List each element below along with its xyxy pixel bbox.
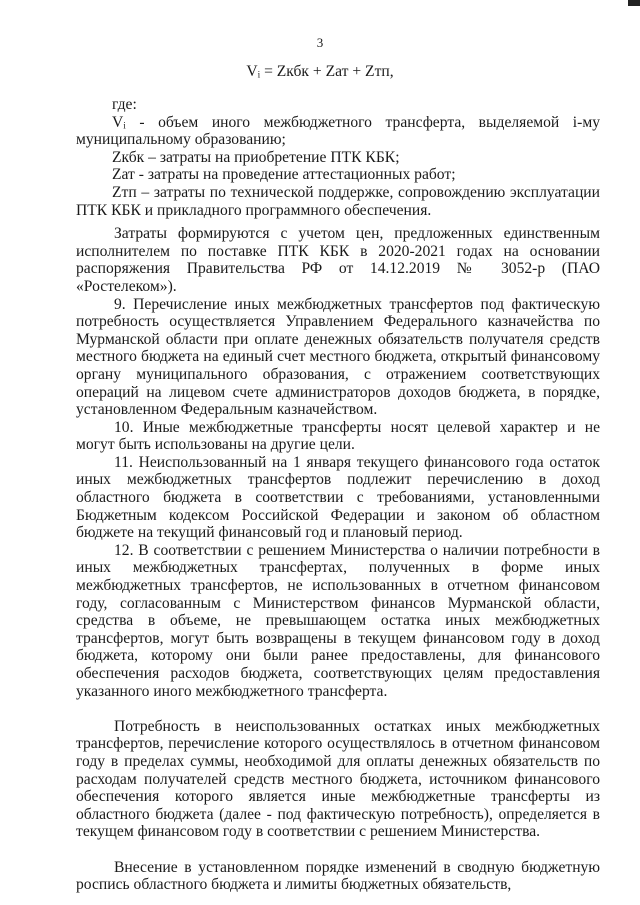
paragraph-11: 11. Неиспользованный на 1 января текущего финансового года остаток иных межбюджетных трансфертов подлежит перечислению в доход областного бюджета в соответствии с требованиями, установленными Бюджетным кодексом Российской Федерации и законом об областном бюджете на текущий финансовый год и плановый период.: [76, 453, 600, 542]
paragraph-where: где:: [112, 96, 137, 113]
paragraph-12: 12. В соответствии с решением Министерства о наличии потребности в иных межбюджетных трансфертах, полученных в форме иных межбюджетных трансфертов, не использованных в отчетном финансовом году, согласованным с Министерством финансов Мурманской области, средства в объеме, не превышающем остатка иных межбюджетных трансфертов, могут быть возвращены в текущем финансовом году в доход бюджета, которому они были ранее предоставлены, для финансового обеспечения расходов бюджета, соответствующих целям предоставления указанного иного межбюджетного трансферта.: [76, 541, 600, 700]
paragraph-need: Потребность в неиспользованных остатках иных межбюджетных трансфертов, перечисление которого осуществлялось в отчетном финансовом году в пределах суммы, необходимой для оплаты денежных обязательств по расходам получателей средств местного бюджета, источником финансового обеспечения которого является иные межбюджетные трансферты из областного бюджета (далее - под фактическую потребность), определяется в текущем финансовом году в соответствии с решением Министерства.: [76, 717, 600, 841]
paragraph-ztp-definition: Zтп – затраты по технической поддержке, сопровождению эксплуатации ПТК КБК и прикладного программного обеспечения.: [76, 183, 600, 219]
paragraph-zkbk-definition: Zкбк – затраты на приобретение ПТК КБК;: [112, 148, 400, 166]
scan-corner-mark: [628, 0, 640, 6]
page-number: 3: [316, 35, 324, 50]
paragraph-costs: Затраты формируются с учетом цен, предложенных единственным исполнителем по поставке ПТК КБК в 2020-2021 годах на основании распоряжения Правительства РФ от 14.12.2019 № 3052-р (ПАО «Ростелеком»).: [76, 225, 600, 295]
document-body: [76, 96, 600, 894]
paragraph-zat-definition: Zат - затраты на проведение аттестационных работ;: [112, 166, 456, 184]
paragraph-9: 9. Перечисление иных межбюджетных трансфертов под фактическую потребность осуществляется Управлением Федерального казначейства по Мурманской области при оплате денежных обязательств получателя средств местного бюджета на единый счет местного бюджета, открытый финансовому органу муниципального образования, с отражением соответствующих операций на лицевом счете администраторов доходов бюджета, в порядке, установленном Федеральным казначейством.: [76, 295, 600, 419]
formula: Vᵢ = Zкбк + Zат + Zтп,: [246, 63, 394, 80]
paragraph-changes: Внесение в установленном порядке изменений в сводную бюджетную роспись областного бюджета и лимиты бюджетных обязательств,: [76, 858, 600, 894]
paragraph-v-definition: Vᵢ - объем иного межбюджетного трансферта, выделяемой i-му муниципальному образованию;: [76, 113, 600, 149]
paragraph-10: 10. Иные межбюджетные трансферты носят целевой характер и не могут быть использованы на другие цели.: [76, 418, 600, 454]
